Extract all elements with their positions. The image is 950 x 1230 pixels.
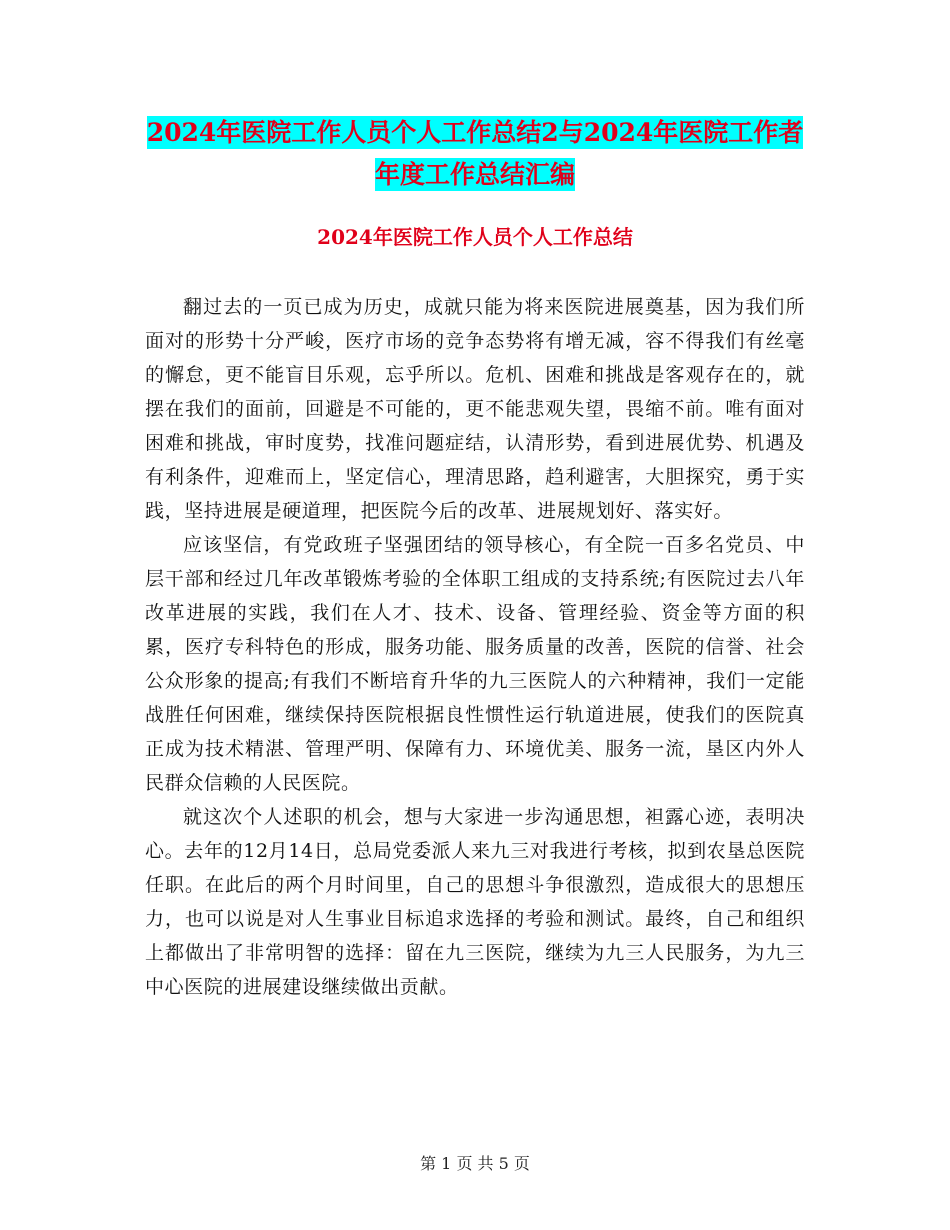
paragraph-3: 就这次个人述职的机会，想与大家进一步沟通思想，袒露心迹，表明决心。去年的12月14日，总局党委派人来九三对我进行考核，拟到农垦总医院任职。在此后的两个月时间里，自己的思想斗争很激烈，造成很大的思想压力，也可以说是对人生事业目标追求选择的考验和测试。最终，自己和组织上都做出了非常明智的选择：留在九三医院，继续为九三人民服务，为九三中心医院的进展建设继续做出贡献。 — [145, 806, 805, 998]
paragraph-1: 翻过去的一页已成为历史，成就只能为将来医院进展奠基，因为我们所面对的形势十分严峻，医疗市场的竞争态势将有增无减，容不得我们有丝毫的懈怠，更不能盲目乐观，忘乎所以。危机、困难和挑战是客观存在的，就摆在我们的面前，回避是不可能的，更不能悲观失望，畏缩不前。唯有面对困难和挑战，审时度势，找准问题症结，认清形势，看到进展优势、机遇及有利条件，迎难而上，坚定信心，理清思路，趋利避害，大胆探究，勇于实践，坚持进展是硬道理，把医院今后的改革、进展规划好、落实好。 — [145, 296, 805, 522]
body-text — [145, 290, 805, 1004]
document-title-text: 2024年医院工作人员个人工作总结2与2024年医院工作者年度工作总结汇编 — [146, 118, 804, 189]
section-title: 2024年医院工作人员个人工作总结 — [317, 225, 633, 249]
paragraph-2: 应该坚信，有党政班子坚强团结的领导核心，有全院一百多名党员、中层干部和经过几年改革锻炼考验的全体职工组成的支持系统;有医院过去八年改革进展的实践，我们在人才、技术、设备、管理经验、资金等方面的积累，医疗专科特色的形成，服务功能、服务质量的改善，医院的信誉、社会公众形象的提高;有我们不断培育升华的九三医院人的六种精神，我们一定能战胜任何困难，继续保持医院根据良性惯性运行轨道进展，使我们的医院真正成为技术精湛、管理严明、保障有力、环境优美、服务一流，垦区内外人民群众信赖的人民医院。 — [145, 534, 805, 794]
page-number-footer: 第 1 页 共 5 页 — [420, 1154, 530, 1173]
document-title — [140, 112, 810, 196]
